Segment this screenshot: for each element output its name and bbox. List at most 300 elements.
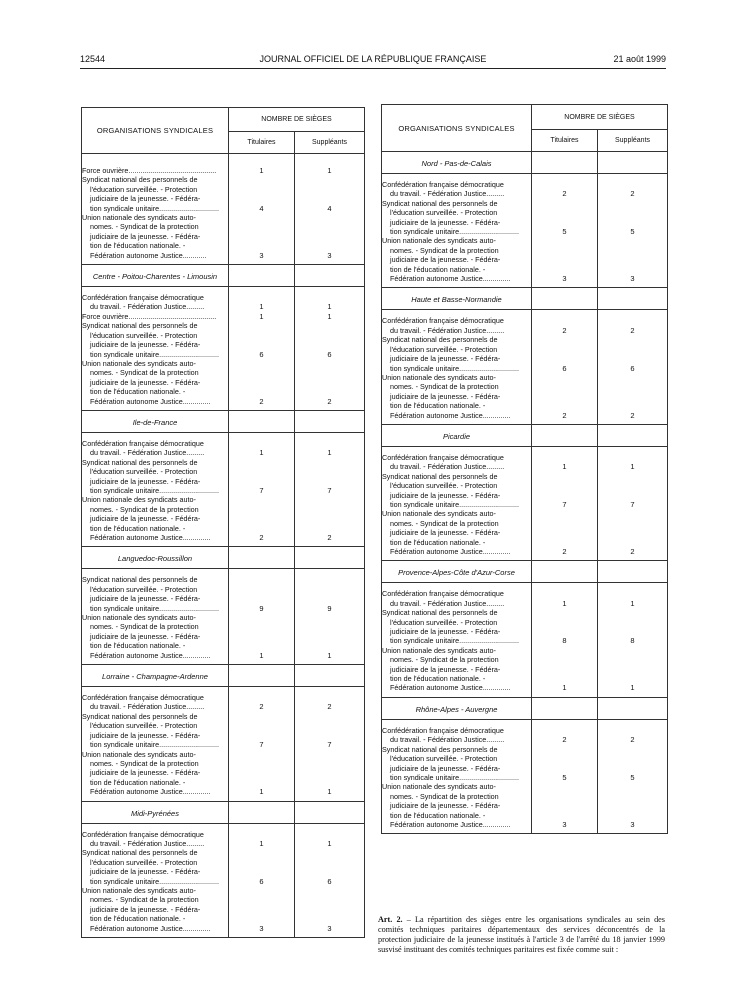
titulaires-value — [532, 655, 597, 664]
titulaires-value — [532, 627, 597, 636]
suppleants-value — [295, 895, 364, 904]
titulaires-value: 1 — [259, 448, 264, 458]
titulaires-value — [532, 754, 597, 763]
suppleants-cell — [598, 583, 668, 697]
suppleants-value: 1 — [327, 302, 332, 312]
suppleants-value — [295, 641, 364, 650]
region-spacer — [229, 410, 295, 432]
region-title: Languedoc-Roussillon — [82, 547, 229, 569]
titulaires-value — [532, 180, 597, 189]
suppleants-value — [598, 316, 667, 325]
region-header-row — [82, 665, 365, 687]
organisation-line: Syndicat national des personnels de — [82, 575, 198, 585]
titulaires-value — [229, 194, 294, 203]
organisation-list — [82, 432, 229, 546]
titulaires-value: 6 — [259, 349, 264, 359]
suppleants-value: 6 — [327, 876, 332, 886]
titulaires-value — [229, 378, 294, 387]
titulaires-value: 2 — [259, 396, 264, 406]
suppleants-value — [295, 778, 364, 787]
suppleants-value — [598, 335, 667, 344]
suppleants-value — [295, 458, 364, 467]
titulaires-value: 2 — [562, 735, 567, 745]
titulaires-value — [229, 293, 294, 302]
titulaires-value — [532, 345, 597, 354]
titulaires-value — [229, 213, 294, 222]
organisation-line: Syndicat national des personnels de — [382, 608, 498, 618]
suppleants-cell — [295, 154, 365, 265]
organisation-line: tion de l'éducation nationale. - — [90, 777, 186, 787]
titulaires-cell — [532, 583, 598, 697]
organisation-line: Syndicat national des personnels de — [382, 335, 498, 345]
titulaires-value — [229, 505, 294, 514]
titulaires-value — [229, 185, 294, 194]
organisation-line: l'éducation surveillée. - Protection — [390, 208, 498, 218]
seats-column-header: NOMBRE DE SIÈGES — [229, 108, 365, 132]
suppleants-value — [295, 759, 364, 768]
suppleants-value — [295, 359, 364, 368]
suppleants-value: 7 — [327, 485, 332, 495]
region-spacer — [532, 152, 598, 174]
suppleants-value — [295, 467, 364, 476]
organisation-line: Fédération autonome Justice............ — [90, 250, 207, 260]
suppleants-value: 2 — [327, 702, 332, 712]
titulaires-value: 1 — [259, 650, 264, 660]
titulaires-value: 3 — [562, 819, 567, 829]
region-title: Rhône-Alpes - Auvergne — [382, 697, 532, 719]
titulaires-value: 6 — [259, 876, 264, 886]
titulaires-cell — [229, 569, 295, 665]
titulaires-value — [532, 255, 597, 264]
article-2-paragraph — [378, 915, 665, 954]
suppleants-value: 2 — [327, 533, 332, 542]
region-title: Haute et Basse-Normandie — [382, 288, 532, 310]
region-header-row — [82, 265, 365, 287]
organisation-list — [82, 154, 229, 265]
suppleants-value — [598, 491, 667, 500]
titulaires-value — [532, 316, 597, 325]
organisation-line: tion de l'éducation nationale. - — [390, 537, 486, 547]
titulaires-value — [532, 335, 597, 344]
suppleants-value — [295, 378, 364, 387]
organisation-list — [82, 569, 229, 665]
suppleants-cell — [598, 310, 668, 424]
region-spacer — [295, 801, 365, 823]
organisation-list — [382, 310, 532, 424]
organisation-line: tion de l'éducation nationale. - — [390, 264, 486, 274]
suppleants-value — [295, 914, 364, 923]
titulaires-value — [229, 495, 294, 504]
region-spacer — [229, 801, 295, 823]
suppleants-value — [295, 886, 364, 895]
suppleants-value — [295, 721, 364, 730]
suppleants-value — [598, 199, 667, 208]
organisation-line: judiciaire de la jeunesse. - Fédéra- — [390, 217, 501, 227]
suppleants-value — [598, 180, 667, 189]
suppleants-value — [295, 632, 364, 641]
region-spacer — [532, 561, 598, 583]
organisation-line: tion de l'éducation nationale. - — [90, 914, 186, 924]
suppleants-value — [598, 246, 667, 255]
suppleants-value — [598, 382, 667, 391]
organisation-line: judiciaire de la jeunesse. - Fédéra- — [90, 904, 201, 914]
titulaires-value — [229, 585, 294, 594]
titulaires-value — [229, 858, 294, 867]
suppleants-value: 3 — [327, 923, 332, 933]
region-header-row — [382, 424, 668, 446]
suppleants-value — [598, 208, 667, 217]
titulaires-value — [229, 359, 294, 368]
suppleants-cell — [295, 287, 365, 411]
organisation-line: Union nationale des syndicats auto- — [382, 782, 496, 792]
suppleants-value — [598, 674, 667, 683]
organisation-line: du travail. - Fédération Justice......... — [90, 302, 205, 312]
organisation-line: l'éducation surveillée. - Protection — [90, 584, 198, 594]
titulaires-value — [229, 778, 294, 787]
titulaires-value: 8 — [562, 636, 567, 646]
titulaires-value — [532, 265, 597, 274]
suppleants-value — [598, 345, 667, 354]
suppleants-value: 2 — [630, 189, 635, 199]
titulaires-value: 6 — [562, 363, 567, 373]
organisation-line: tion syndicale unitaire.............................. — [90, 876, 220, 886]
titulaires-value — [532, 665, 597, 674]
organisation-line: nomes. - Syndicat de la protection — [390, 382, 499, 392]
suppleants-value — [295, 368, 364, 377]
organisation-line: tion syndicale unitaire.............................. — [90, 603, 220, 613]
organisation-line: Union nationale des syndicats auto- — [82, 613, 196, 623]
suppleants-value — [295, 185, 364, 194]
titulaires-value — [229, 575, 294, 584]
region-header-row — [382, 152, 668, 174]
suppleants-value — [598, 745, 667, 754]
organisation-line: du travail. - Fédération Justice......... — [390, 462, 505, 472]
header-rule — [80, 68, 666, 69]
titulaires-value — [229, 886, 294, 895]
organisation-line: Fédération autonome Justice.............. — [90, 533, 211, 542]
suppleants-value — [598, 726, 667, 735]
organisation-line: Syndicat national des personnels de — [382, 198, 498, 208]
titulaires-value — [532, 218, 597, 227]
titulaires-value: 1 — [259, 838, 264, 848]
titulaires-value — [229, 750, 294, 759]
titulaires-value: 2 — [259, 533, 264, 542]
suppleants-value — [295, 175, 364, 184]
titulaires-value — [229, 731, 294, 740]
titulaires-value — [532, 392, 597, 401]
titulaires-value — [229, 232, 294, 241]
organisation-list — [82, 823, 229, 937]
suppleants-value — [598, 589, 667, 598]
suppleants-column-header: Suppléants — [598, 130, 668, 152]
suppleants-value: 3 — [630, 819, 635, 829]
organisation-line: tion de l'éducation nationale. - — [90, 241, 186, 251]
suppleants-value — [295, 524, 364, 533]
organisation-line: Confédération française démocratique — [382, 725, 504, 735]
region-spacer — [598, 424, 668, 446]
organisation-line: Fédération autonome Justice.............. — [90, 650, 211, 660]
suppleants-value: 9 — [327, 603, 332, 613]
organisation-line: Confédération française démocratique — [82, 438, 204, 448]
titulaires-value — [229, 594, 294, 603]
page-header — [80, 54, 666, 68]
titulaires-value: 5 — [562, 227, 567, 237]
region-spacer — [295, 265, 365, 287]
titulaires-value: 2 — [562, 189, 567, 199]
titulaires-value: 3 — [562, 274, 567, 284]
region-title: Nord - Pas-de-Calais — [382, 152, 532, 174]
organisation-line: Union nationale des syndicats auto- — [82, 749, 196, 759]
organisation-line: Confédération française démocratique — [82, 829, 204, 839]
suppleants-value: 4 — [327, 203, 332, 213]
organisation-line: tion syndicale unitaire.............................. — [390, 227, 520, 237]
suppleants-value: 1 — [630, 683, 635, 693]
organisation-line: Confédération française démocratique — [382, 589, 504, 599]
organisation-line: Fédération autonome Justice.............. — [90, 787, 211, 797]
suppleants-value — [598, 265, 667, 274]
suppleants-value — [295, 505, 364, 514]
organisation-line: tion syndicale unitaire.............................. — [90, 740, 220, 750]
suppleants-value: 2 — [630, 547, 635, 556]
region-body-row — [82, 287, 365, 411]
titulaires-value — [229, 514, 294, 523]
suppleants-value — [295, 867, 364, 876]
titulaires-value — [229, 895, 294, 904]
organisation-line: Fédération autonome Justice.............. — [390, 274, 511, 284]
titulaires-cell — [532, 446, 598, 560]
suppleants-value — [598, 472, 667, 481]
titulaires-value — [532, 509, 597, 518]
suppleants-cell — [295, 432, 365, 546]
organisation-line: judiciaire de la jeunesse. - Fédéra- — [90, 514, 201, 524]
region-spacer — [229, 265, 295, 287]
titulaires-value — [229, 693, 294, 702]
suppleants-value — [295, 905, 364, 914]
suppleants-value — [295, 495, 364, 504]
suppleants-value: 2 — [630, 325, 635, 335]
suppleants-value — [295, 321, 364, 330]
organisation-line: judiciaire de la jeunesse. - Fédéra- — [90, 194, 201, 204]
region-spacer — [295, 410, 365, 432]
organisation-line: judiciaire de la jeunesse. - Fédéra- — [390, 490, 501, 500]
suppleants-value: 1 — [327, 787, 332, 797]
titulaires-value — [532, 401, 597, 410]
suppleants-value — [598, 665, 667, 674]
region-body-row — [82, 154, 365, 265]
suppleants-value — [295, 594, 364, 603]
organisation-line: Syndicat national des personnels de — [382, 471, 498, 481]
titulaires-value — [532, 481, 597, 490]
suppleants-value — [598, 236, 667, 245]
titulaires-value — [229, 830, 294, 839]
organisation-line: du travail. - Fédération Justice......... — [390, 325, 505, 335]
region-body-row — [382, 583, 668, 697]
titulaires-value: 1 — [562, 683, 567, 693]
suppleants-value: 1 — [327, 311, 332, 321]
organisation-line: nomes. - Syndicat de la protection — [90, 368, 199, 378]
titulaires-value — [229, 439, 294, 448]
suppleants-value — [598, 764, 667, 773]
organisation-line: tion de l'éducation nationale. - — [90, 523, 186, 533]
organisation-line: nomes. - Syndicat de la protection — [390, 791, 499, 801]
organisation-line: Confédération française démocratique — [82, 693, 204, 703]
suppleants-value — [295, 750, 364, 759]
suppleants-value — [598, 519, 667, 528]
suppleants-value — [295, 340, 364, 349]
organisation-list — [82, 287, 229, 411]
region-body-row — [82, 569, 365, 665]
publication-date: 21 août 1999 — [613, 54, 666, 64]
region-body-row — [382, 719, 668, 833]
left-seat-table — [81, 107, 365, 938]
organisation-line: tion de l'éducation nationale. - — [390, 401, 486, 411]
suppleants-value — [295, 477, 364, 486]
suppleants-value: 1 — [327, 650, 332, 660]
suppleants-cell — [295, 569, 365, 665]
suppleants-value — [295, 439, 364, 448]
region-header-row — [82, 547, 365, 569]
titulaires-cell — [532, 174, 598, 288]
organisation-line: tion de l'éducation nationale. - — [390, 810, 486, 820]
region-spacer — [532, 424, 598, 446]
suppleants-value — [295, 222, 364, 231]
organisation-line: nomes. - Syndicat de la protection — [390, 655, 499, 665]
organisation-line: judiciaire de la jeunesse. - Fédéra- — [90, 594, 201, 604]
titulaires-column-header: Titulaires — [532, 130, 598, 152]
titulaires-value — [229, 641, 294, 650]
titulaires-value — [229, 368, 294, 377]
organisation-line: judiciaire de la jeunesse. - Fédéra- — [390, 801, 501, 811]
suppleants-value — [598, 373, 667, 382]
organisation-line: Confédération française démocratique — [382, 180, 504, 189]
suppleants-value — [295, 387, 364, 396]
suppleants-value — [295, 331, 364, 340]
titulaires-value: 2 — [562, 410, 567, 420]
region-spacer — [295, 665, 365, 687]
titulaires-value: 9 — [259, 603, 264, 613]
suppleants-value — [295, 241, 364, 250]
suppleants-value — [295, 693, 364, 702]
organisation-line: judiciaire de la jeunesse. - Fédéra- — [390, 763, 501, 773]
suppleants-value: 1 — [327, 838, 332, 848]
organisation-list — [382, 174, 532, 288]
titulaires-value: 3 — [259, 250, 264, 260]
region-header-row — [382, 697, 668, 719]
titulaires-value — [229, 905, 294, 914]
suppleants-cell — [598, 174, 668, 288]
organisation-line: tion de l'éducation nationale. - — [390, 674, 486, 684]
titulaires-value — [532, 491, 597, 500]
titulaires-value — [229, 477, 294, 486]
region-title: Midi-Pyrénées — [82, 801, 229, 823]
article-text: – La répartition des sièges entre les organisations syndicales au sein des comités techniques paritaires départementaux des services déconcentrés de la protection judiciaire de la jeunesse institués à l'article 3 de l'arrêté du 18 janvier 1999 susvisé instituant des comités techniques paritaires est fixée comme suit : — [378, 915, 665, 954]
titulaires-cell — [532, 310, 598, 424]
organisation-line: tion de l'éducation nationale. - — [90, 641, 186, 651]
organisation-line: Syndicat national des personnels de — [82, 175, 198, 185]
titulaires-value: 2 — [562, 547, 567, 556]
organisation-line: tion syndicale unitaire.............................. — [390, 363, 520, 373]
titulaires-value — [532, 608, 597, 617]
titulaires-value — [532, 199, 597, 208]
organisation-line: l'éducation surveillée. - Protection — [90, 330, 198, 340]
titulaires-value — [229, 768, 294, 777]
organisation-line: judiciaire de la jeunesse. - Fédéra- — [390, 391, 501, 401]
region-header-row — [82, 801, 365, 823]
titulaires-value: 3 — [259, 923, 264, 933]
organisation-line: du travail. - Fédération Justice......... — [90, 448, 205, 458]
organisation-line: l'éducation surveillée. - Protection — [90, 721, 198, 731]
region-spacer — [598, 152, 668, 174]
titulaires-value — [532, 589, 597, 598]
titulaires-value — [229, 632, 294, 641]
titulaires-value — [229, 867, 294, 876]
region-body-row — [82, 432, 365, 546]
organisation-line: l'éducation surveillée. - Protection — [90, 184, 198, 194]
titulaires-column-header: Titulaires — [229, 132, 295, 154]
titulaires-value — [229, 175, 294, 184]
suppleants-value: 5 — [630, 772, 635, 782]
suppleants-value: 2 — [630, 735, 635, 745]
titulaires-value: 1 — [259, 787, 264, 797]
titulaires-value: 1 — [259, 302, 264, 312]
organisation-line: nomes. - Syndicat de la protection — [90, 504, 199, 514]
region-spacer — [532, 697, 598, 719]
titulaires-value: 7 — [259, 740, 264, 750]
suppleants-value — [598, 481, 667, 490]
suppleants-value — [598, 811, 667, 820]
region-title: Centre - Poitou-Charentes - Limousin — [82, 265, 229, 287]
organisation-line: nomes. - Syndicat de la protection — [390, 245, 499, 255]
organisation-line: Confédération française démocratique — [382, 452, 504, 462]
titulaires-value — [229, 340, 294, 349]
region-header-row — [382, 288, 668, 310]
titulaires-value — [532, 618, 597, 627]
suppleants-value — [598, 255, 667, 264]
organisation-line: judiciaire de la jeunesse. - Fédéra- — [90, 377, 201, 387]
titulaires-value — [532, 646, 597, 655]
titulaires-value — [532, 801, 597, 810]
titulaires-value: 2 — [562, 325, 567, 335]
organisation-line: Fédération autonome Justice.............. — [90, 396, 211, 406]
organisation-line: judiciaire de la jeunesse. - Fédéra- — [90, 730, 201, 740]
organisation-line: judiciaire de la jeunesse. - Fédéra- — [90, 768, 201, 778]
region-spacer — [598, 561, 668, 583]
seats-column-header: NOMBRE DE SIÈGES — [532, 105, 668, 130]
suppleants-value: 1 — [630, 598, 635, 608]
region-header-row — [382, 561, 668, 583]
suppleants-value — [598, 782, 667, 791]
suppleants-value: 2 — [327, 396, 332, 406]
organisation-list — [82, 687, 229, 801]
journal-title: JOURNAL OFFICIEL DE LA RÉPUBLIQUE FRANÇAISE — [259, 54, 487, 64]
titulaires-cell — [229, 287, 295, 411]
suppleants-value — [295, 213, 364, 222]
suppleants-value: 1 — [327, 166, 332, 175]
suppleants-value — [295, 194, 364, 203]
organisation-line: du travail. - Fédération Justice......... — [390, 598, 505, 608]
suppleants-value — [295, 830, 364, 839]
suppleants-value — [598, 453, 667, 462]
titulaires-value — [532, 382, 597, 391]
organisation-line: Fédération autonome Justice.............. — [390, 819, 511, 829]
suppleants-value: 6 — [630, 363, 635, 373]
organisation-line: Syndicat national des personnels de — [82, 321, 198, 331]
suppleants-value: 3 — [630, 274, 635, 284]
titulaires-value — [229, 759, 294, 768]
suppleants-value — [598, 218, 667, 227]
titulaires-value — [532, 208, 597, 217]
titulaires-value — [229, 387, 294, 396]
